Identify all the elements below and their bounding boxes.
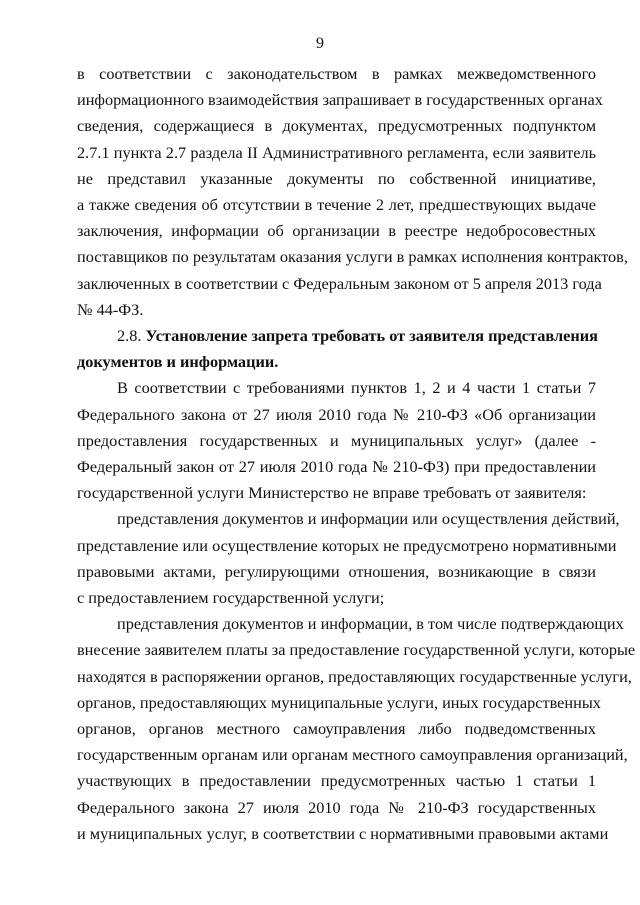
text-line: не представил указанные документы по собственной инициативе,	[77, 168, 596, 188]
paragraph-interagency-request	[77, 61, 628, 323]
section-number: 2.8.	[117, 326, 142, 346]
text-line: предоставления государственных и муниципальных услуг» (далее -	[77, 430, 596, 450]
text-line: Федеральный закон от 27 июля 2010 года № 210-ФЗ) при предоставлении	[77, 457, 596, 477]
heading-line: документов и информации.	[77, 352, 279, 372]
paragraph-requirements	[77, 375, 596, 506]
document-body	[77, 61, 636, 847]
section-heading-2-8	[77, 323, 596, 375]
page-number: 9	[316, 35, 324, 52]
text-line: а также сведения об отсутствии в течение 2 лет, предшествующих выдаче	[77, 195, 596, 215]
text-line: государственной услуги Министерство не вправе требовать от заявителя:	[77, 483, 587, 503]
text-line: сведения, содержащиеся в документах, предусмотренных подпунктом	[77, 116, 596, 136]
paragraph-documents-actions	[77, 506, 620, 611]
text-line: с предоставлением государственной услуги;	[77, 588, 385, 608]
text-line: представление или осуществление которых не предусмотрено нормативными	[77, 535, 617, 555]
text-line: органов, предоставляющих муниципальные услуги, иных государственных	[77, 692, 601, 712]
text-line: 2.7.1 пункта 2.7 раздела II Административного регламента, если заявитель	[77, 142, 596, 162]
text-line: Федерального закона от 27 июля 2010 года № 210-ФЗ «Об организации	[77, 404, 596, 424]
text-line: заключения, информации об организации в реестре недобросовестных	[77, 221, 596, 241]
text-line: В соответствии с требованиями пунктов 1, 2 и 4 части 1 статьи 7	[117, 378, 596, 398]
text-line: находятся в распоряжении органов, предоставляющих государственные услуги,	[77, 666, 632, 686]
text-line: заключенных в соответствии с Федеральным законом от 5 апреля 2013 года	[77, 273, 602, 293]
paragraph-payment-documents	[77, 611, 636, 847]
text-line: участвующих в предоставлении предусмотренных частью 1 статьи 1	[77, 771, 596, 791]
text-line: представления документов и информации, в том числе подтверждающих	[117, 614, 624, 634]
text-line: государственным органам или органам местного самоуправления организаций,	[77, 745, 628, 765]
text-line: № 44-ФЗ.	[77, 299, 144, 319]
text-line: поставщиков по результатам оказания услуги в рамках исполнения контрактов,	[77, 247, 628, 267]
heading-text: Установление запрета требовать от заявителя представления	[145, 326, 598, 346]
text-line: Федерального закона 27 июля 2010 года № 210-ФЗ государственных	[77, 797, 596, 817]
text-line: информационного взаимодействия запрашивает в государственных органах	[77, 90, 603, 110]
text-line: представления документов и информации или осуществления действий,	[117, 509, 620, 529]
text-line: внесение заявителем платы за предоставление государственной услуги, которые	[77, 640, 636, 660]
heading-line	[77, 323, 596, 349]
text-line: правовыми актами, регулирующими отношения, возникающие в связи	[77, 561, 596, 581]
text-line: в соответствии с законодательством в рамках межведомственного	[77, 64, 596, 83]
text-line: органов, органов местного самоуправления либо подведомственных	[77, 719, 596, 739]
text-line: и муниципальных услуг, в соответствии с нормативными правовыми актами	[77, 823, 609, 843]
